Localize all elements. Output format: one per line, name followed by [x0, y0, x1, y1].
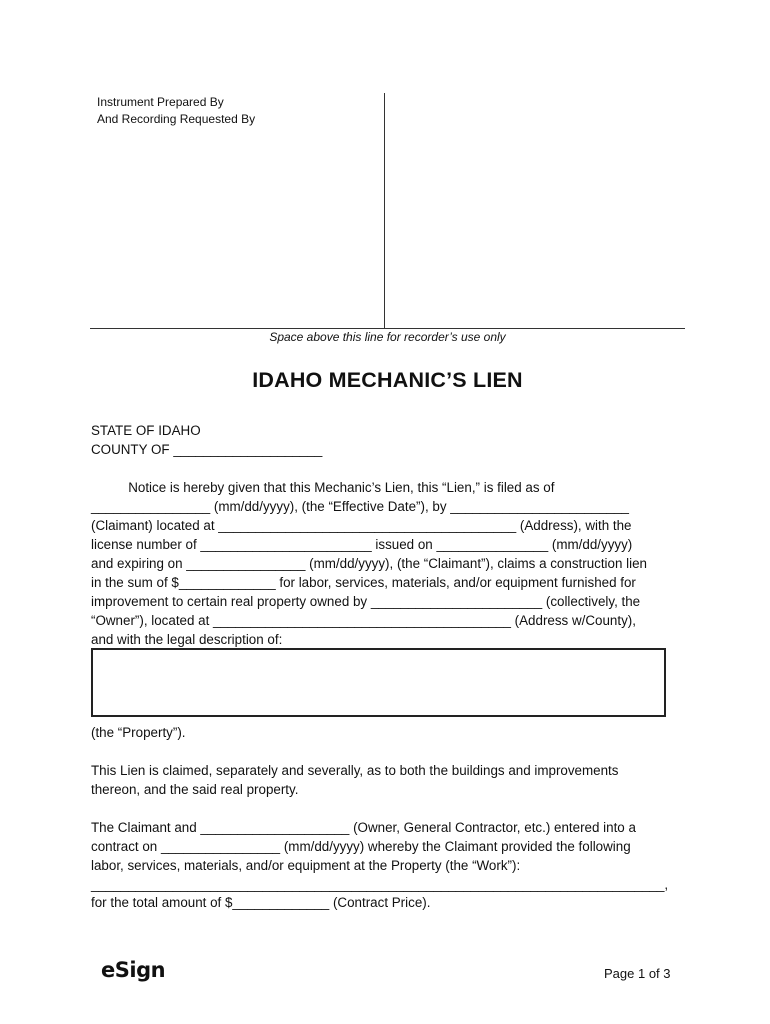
- contract-price-line: for the total amount of $_____________ (Contract Price).: [91, 895, 431, 910]
- county-line: COUNTY OF ____________________: [91, 442, 323, 457]
- notice-line: “Owner”), located at ________________________________________ (Address w/County),: [91, 613, 636, 628]
- notice-line: and with the legal description of:: [91, 632, 283, 647]
- prepared-by-block: [97, 94, 255, 128]
- esign-logo: eSign: [101, 958, 166, 982]
- recorder-divider-horizontal: [90, 328, 685, 329]
- work-description-line: _____________________________________________________________________________,: [91, 877, 669, 892]
- prepared-by-label: Instrument Prepared By: [97, 95, 224, 109]
- recorder-note: Space above this line for recorder’s use only: [269, 330, 506, 344]
- contract-line: The Claimant and ____________________ (Owner, General Contractor, etc.) entered into a: [91, 820, 636, 835]
- notice-line: (Claimant) located at ________________________________________ (Address), with the: [91, 518, 632, 533]
- notice-line: and expiring on ________________ (mm/dd/yyyy), (the “Claimant”), claims a construction lien: [91, 556, 647, 571]
- claim-line: thereon, and the said real property.: [91, 782, 299, 797]
- contract-line: labor, services, materials, and/or equipment at the Property (the “Work”):: [91, 858, 521, 873]
- notice-line: in the sum of $_____________ for labor, services, materials, and/or equipment furnished for: [91, 575, 636, 590]
- notice-line: improvement to certain real property owned by _______________________ (collectively, the: [91, 594, 641, 609]
- recorder-divider-vertical: [384, 93, 385, 329]
- recording-requested-label: And Recording Requested By: [97, 112, 256, 126]
- contract-line: contract on ________________ (mm/dd/yyyy) whereby the Claimant provided the following: [91, 839, 631, 854]
- claim-line: This Lien is claimed, separately and severally, as to both the buildings and improvements: [91, 763, 619, 778]
- property-label: (the “Property”).: [91, 725, 186, 740]
- page-number: Page 1 of 3: [604, 966, 671, 981]
- notice-line: Notice is hereby given that this Mechanic’s Lien, this “Lien,” is filed as of: [91, 480, 555, 495]
- document-title: IDAHO MECHANIC’S LIEN: [252, 368, 523, 392]
- notice-line: license number of _______________________ issued on _______________ (mm/dd/yyyy): [91, 537, 633, 552]
- state-line: STATE OF IDAHO: [91, 423, 201, 438]
- legal-description-field[interactable]: [91, 648, 666, 717]
- notice-line: ________________ (mm/dd/yyyy), (the “Effective Date”), by ________________________: [91, 499, 629, 514]
